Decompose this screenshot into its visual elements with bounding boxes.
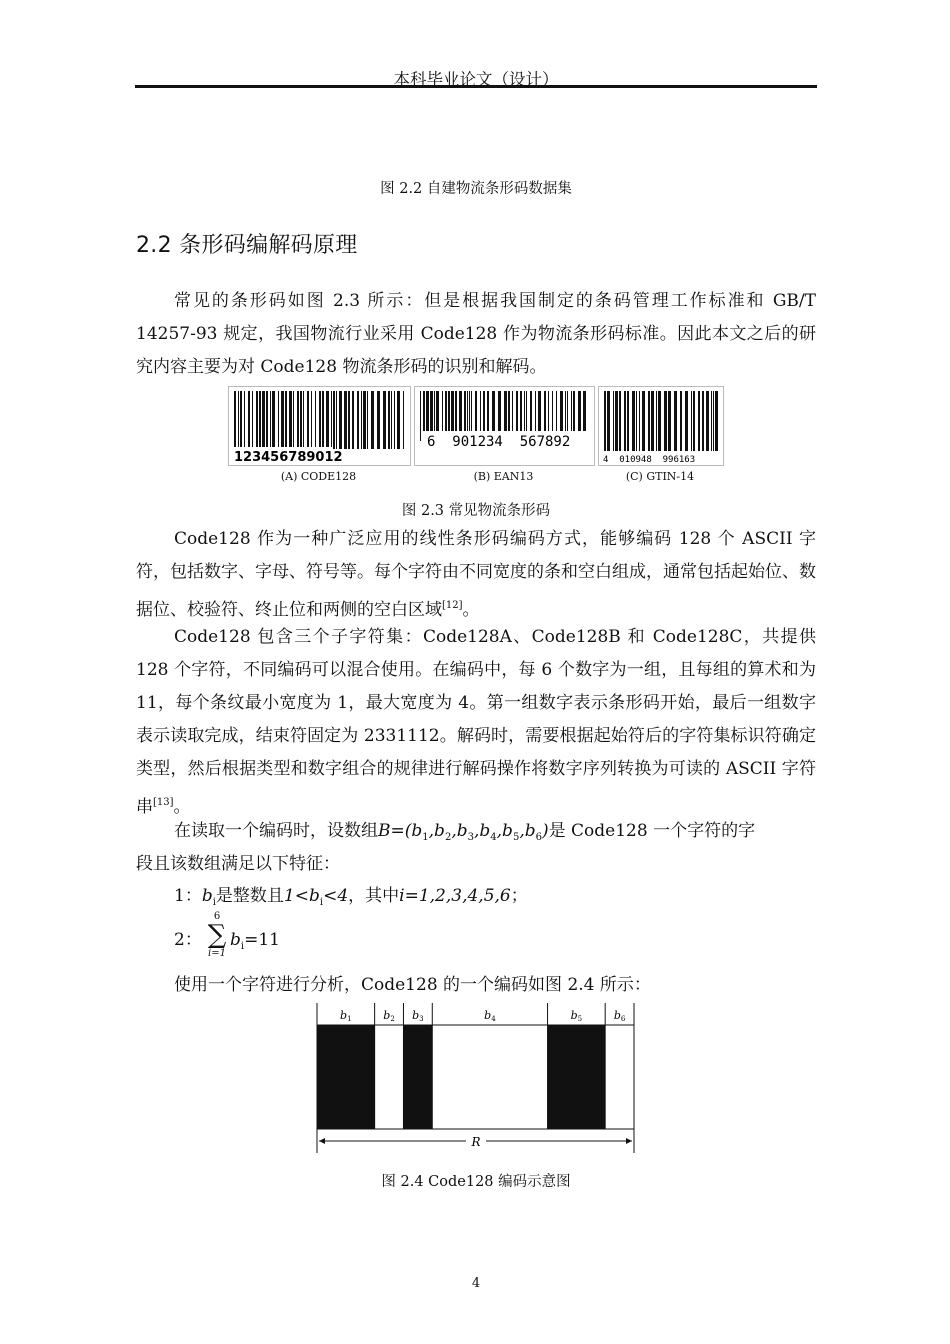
figure-2-2-caption: 图 2.2 自建物流条形码数据集 bbox=[380, 181, 572, 197]
header-rule bbox=[135, 85, 817, 88]
diagram-label-b4: b4 bbox=[484, 1009, 496, 1023]
math-array-b: $B=(b_1,b_2,b_3,b_4,b_5,b_6)$ bbox=[378, 821, 549, 843]
code128-diagram-svg bbox=[316, 1003, 636, 1155]
barcode-bar bbox=[352, 391, 354, 449]
diagram-label-b5: b5 bbox=[570, 1009, 583, 1023]
barcode-bar bbox=[262, 391, 265, 449]
barcode-bar bbox=[371, 391, 374, 449]
barcode-bar bbox=[244, 391, 245, 449]
barcode-ean13-bars bbox=[415, 387, 594, 465]
barcode-bar bbox=[706, 391, 709, 453]
cond1-prefix: 1： bbox=[174, 886, 202, 906]
barcode-bar bbox=[639, 391, 640, 453]
code128-diagram bbox=[316, 1003, 636, 1155]
barcode-bar bbox=[607, 391, 610, 453]
barcode-label-c: (C) GTIN-14 bbox=[625, 470, 695, 483]
math-range: $1<b_i<4$ bbox=[283, 886, 349, 908]
paragraph-figure-intro: 使用一个字符进行分析，Code128 的一个编码如图 2.4 所示： bbox=[174, 975, 651, 995]
diagram-label-b6: b6 bbox=[613, 1009, 626, 1023]
barcode-bar bbox=[624, 391, 626, 453]
barcode-bar bbox=[613, 391, 614, 453]
barcode-bar bbox=[357, 391, 359, 449]
barcode-bar bbox=[272, 391, 275, 449]
barcode-bar bbox=[615, 391, 618, 453]
barcode-bar bbox=[363, 391, 366, 449]
barcode-bar bbox=[627, 391, 629, 453]
barcode-bar bbox=[240, 391, 242, 449]
barcode-bar bbox=[680, 391, 682, 453]
diagram-label-b2: b2 bbox=[383, 1009, 395, 1023]
barcode-bar bbox=[278, 391, 279, 449]
cond1-text: 是整数且 bbox=[215, 886, 284, 906]
barcode-bar bbox=[685, 391, 688, 453]
para3-text: Code128 包含三个子字符集：Code128A、Code128B 和 Code128C，共提供 128 个字符，不同编码可以混合使用。在编码中，每 6 个数字为一组，且每组的算术和为 11，每个条纹最小宽度为 1，最大宽度为 4。第一组数字表示条形码开始，最后一组数字表示读取完成，结束符固定为 2331112。解码时，需要根据起始符后的字符集标识符确定类型，然后根据类型和数字组合的规律进行解码操作将数字序列转换为可读的 ASCII 字符串 bbox=[136, 627, 816, 817]
barcode-bar bbox=[383, 391, 386, 449]
diagram-arrowhead-right bbox=[626, 1138, 632, 1144]
para4-post1: 是 Code128 一个字符的字 bbox=[548, 821, 756, 841]
barcode-bar bbox=[256, 391, 258, 449]
figure-2-3-caption: 图 2.3 常见物流条形码 bbox=[401, 503, 551, 519]
sum-equals: =11 bbox=[244, 930, 280, 950]
barcode-bar bbox=[642, 391, 645, 453]
math-bi: $b_i$ bbox=[201, 886, 216, 908]
barcode-bar bbox=[307, 391, 309, 449]
barcode-bar bbox=[348, 391, 350, 449]
diagram-total-label: R bbox=[471, 1135, 481, 1149]
barcode-bar bbox=[648, 391, 650, 453]
sum-body: $b_i=11$ bbox=[230, 930, 280, 952]
barcode-bar bbox=[293, 391, 294, 449]
diagram-arrowhead-left bbox=[319, 1138, 325, 1144]
barcode-bar bbox=[367, 391, 368, 449]
barcode-bar bbox=[664, 391, 667, 453]
barcode-bar bbox=[303, 391, 304, 449]
barcode-bar bbox=[270, 391, 271, 449]
barcode-bar bbox=[394, 391, 395, 449]
barcode-digits: 6 901234 567892 bbox=[427, 434, 571, 450]
barcode-bar bbox=[252, 391, 253, 449]
diagram-label-b1: b1 bbox=[340, 1009, 352, 1023]
running-header: 本科毕业论文（设计） bbox=[393, 70, 559, 89]
barcode-bar bbox=[248, 391, 250, 449]
barcode-bar bbox=[259, 391, 261, 449]
barcode-digits: 123456789012 bbox=[234, 450, 343, 465]
barcode-bar bbox=[322, 391, 324, 449]
summation bbox=[204, 912, 230, 960]
barcode-bar bbox=[377, 391, 380, 449]
barcode-bar bbox=[674, 391, 677, 453]
barcode-bar bbox=[336, 391, 337, 449]
barcode-bar bbox=[702, 391, 704, 453]
barcode-bar bbox=[266, 391, 268, 449]
barcode-bar bbox=[619, 391, 621, 453]
barcode-bar bbox=[636, 391, 637, 453]
citation-13: [13] bbox=[153, 797, 174, 808]
barcode-bar bbox=[333, 391, 335, 449]
barcode-bar bbox=[297, 391, 299, 449]
para4-pre: 在读取一个编码时，设数组 bbox=[174, 821, 378, 841]
diagram-bar-b5 bbox=[548, 1025, 606, 1129]
barcode-bar bbox=[326, 391, 329, 449]
barcode-bar bbox=[319, 391, 321, 449]
paragraph-code128-charsets bbox=[136, 621, 816, 824]
barcode-bar bbox=[238, 391, 239, 449]
diagram-label-b3: b3 bbox=[412, 1009, 424, 1023]
barcode-ean13 bbox=[414, 386, 595, 466]
barcode-bar bbox=[668, 391, 671, 453]
cond1-end: ； bbox=[510, 886, 528, 906]
sum-lower-limit: i=1 bbox=[208, 948, 226, 959]
section-heading: 2.2 条形码编解码原理 bbox=[136, 233, 358, 258]
barcode-bar bbox=[388, 391, 390, 449]
citation-12: [12] bbox=[442, 600, 463, 611]
barcode-label-a: (A) CODE128 bbox=[280, 470, 357, 483]
barcode-bar bbox=[632, 391, 635, 453]
barcode-bar bbox=[397, 391, 400, 449]
barcode-bar bbox=[331, 391, 332, 449]
barcode-bar bbox=[285, 391, 287, 449]
sigma-icon: ∑ bbox=[207, 920, 227, 950]
para2-end: 。 bbox=[462, 600, 480, 620]
barcode-bar bbox=[344, 391, 347, 449]
barcode-code128-bars bbox=[229, 387, 410, 465]
barcode-gtin14 bbox=[598, 386, 724, 466]
barcode-bar bbox=[339, 391, 342, 449]
barcode-bar bbox=[315, 391, 316, 449]
math-index: i=1,2,3,4,5,6 bbox=[399, 886, 511, 906]
barcode-digits: 4 010948 996163 bbox=[603, 455, 696, 465]
barcode-bar bbox=[656, 391, 657, 453]
barcode-gtin14-bars bbox=[599, 387, 723, 465]
barcode-bar bbox=[713, 391, 714, 453]
barcode-bar bbox=[289, 391, 292, 449]
barcode-bar bbox=[711, 391, 712, 453]
barcode-bar bbox=[311, 391, 312, 449]
barcode-bar bbox=[698, 391, 700, 453]
barcode-bar bbox=[693, 391, 695, 453]
figure-2-4-caption: 图 2.4 Code128 编码示意图 bbox=[381, 1174, 571, 1190]
barcode-bar bbox=[391, 391, 392, 449]
cond1-tail: ，其中 bbox=[348, 886, 400, 906]
barcode-bar bbox=[691, 391, 692, 453]
barcode-code128 bbox=[228, 386, 411, 466]
para2-text: Code128 作为一种广泛应用的线性条形码编码方式，能够编码 128 个 ASCII 字符，包括数字、字母、符号等。每个字符由不同宽度的条和空白组成，通常包括起始位、数据位、校验符、终止位和两侧的空白区域 bbox=[136, 529, 816, 620]
barcode-bar bbox=[658, 391, 661, 453]
sum-upper-limit: 6 bbox=[213, 911, 221, 922]
barcode-bar bbox=[281, 391, 284, 449]
paragraph-code128-overview bbox=[136, 523, 816, 627]
page-number: 4 bbox=[471, 1276, 481, 1291]
barcode-bar bbox=[403, 391, 404, 449]
barcode-label-b: (B) EAN13 bbox=[473, 470, 534, 483]
barcode-bar bbox=[420, 391, 421, 441]
barcode-bar bbox=[715, 391, 718, 453]
paragraph-barcode-intro: 常见的条形码如图 2.3 所示：但是根据我国制定的条码管理工作标准和 GB/T 14257-93 规定，我国物流行业采用 Code128 作为物流条形码标准。因此本文之后的研究内容主要为对 Code128 物流条形码的识别和解码。 bbox=[136, 291, 816, 377]
barcode-bar bbox=[300, 391, 302, 449]
barcode-bar bbox=[651, 391, 654, 453]
barcode-bar bbox=[361, 391, 362, 449]
diagram-bar-b1 bbox=[317, 1025, 375, 1129]
diagram-bar-b3 bbox=[403, 1025, 432, 1129]
condition-2-prefix: 2： bbox=[174, 930, 202, 950]
barcode-bar bbox=[604, 391, 606, 453]
barcode-bar bbox=[234, 391, 236, 449]
para3-end: 。 bbox=[173, 797, 191, 817]
paragraph-array-definition-line2: 段且该数组满足以下特征： bbox=[136, 854, 340, 874]
